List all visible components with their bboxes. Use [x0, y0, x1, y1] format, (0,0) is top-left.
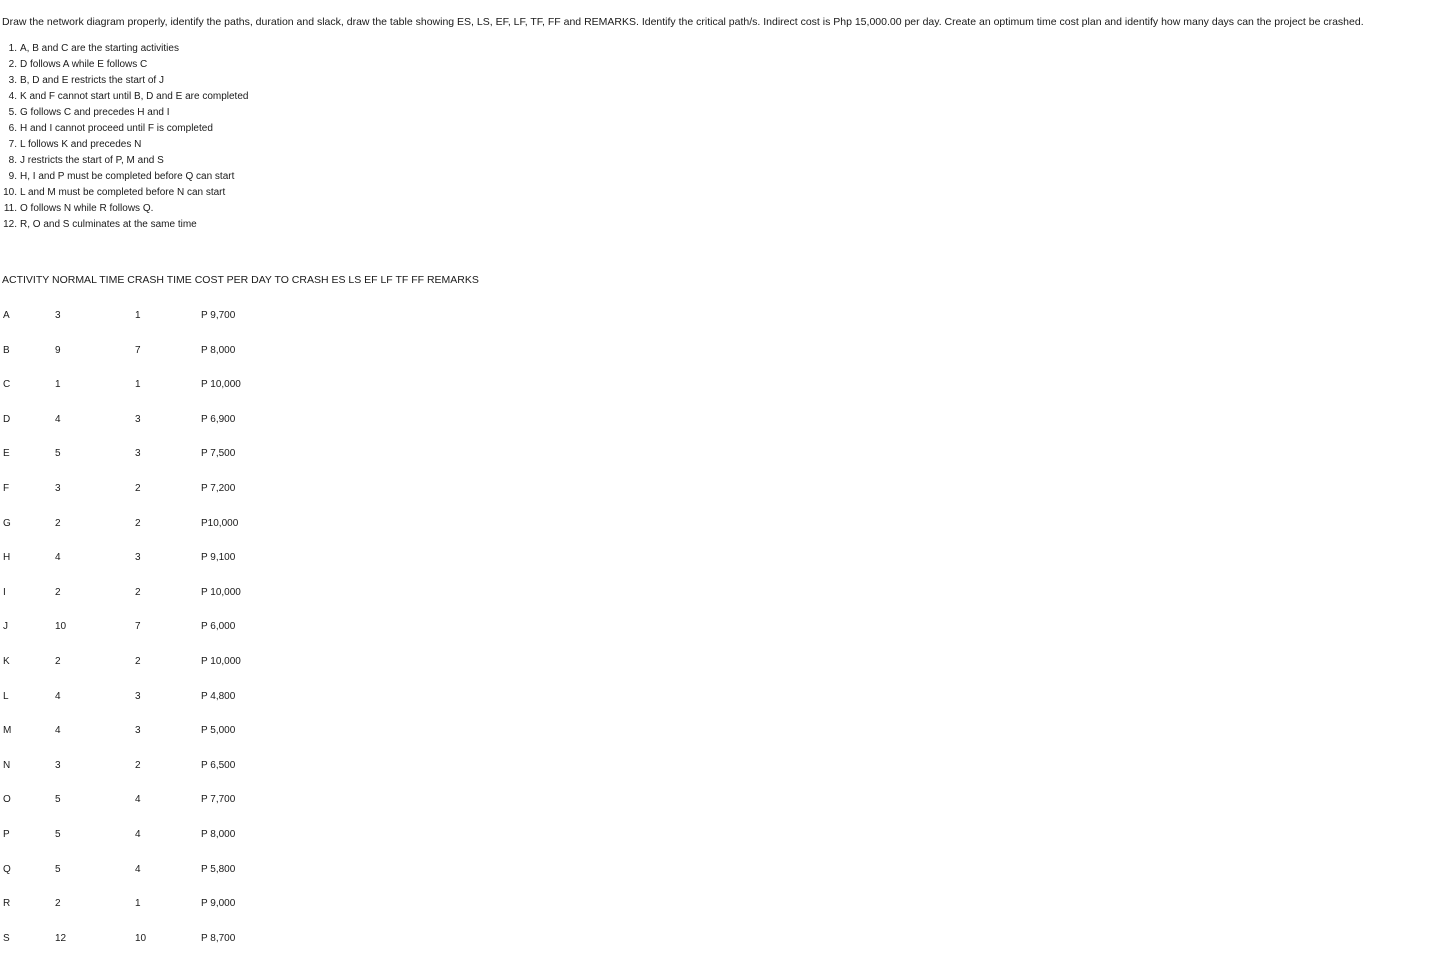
crash-time-cell: 3: [135, 725, 141, 737]
crash-cost-cell: P10,000: [201, 517, 239, 529]
rule-item: [0, 153, 248, 169]
activity-cell: Q: [3, 863, 11, 875]
precedence-rules-list: [0, 41, 248, 233]
crash-time-cell: 4: [135, 863, 141, 875]
rule-number: 3.: [8, 75, 17, 86]
table-row: [0, 609, 400, 644]
crash-cost-cell: P 4,800: [201, 690, 236, 702]
rule-item: [0, 185, 248, 201]
crash-cost-cell: P 9,000: [201, 898, 236, 910]
crash-time-cell: 2: [135, 759, 141, 771]
crash-cost-cell: P 10,000: [201, 655, 241, 667]
crash-cost-cell: P 6,000: [201, 621, 236, 633]
rule-text: K and F cannot start until B, D and E are completed: [20, 91, 249, 102]
normal-time-cell: 5: [55, 448, 61, 460]
crash-time-cell: 2: [135, 482, 141, 494]
rule-number: 1.: [8, 43, 17, 54]
table-row: [0, 817, 400, 852]
normal-time-cell: 2: [55, 517, 61, 529]
rule-item: [0, 89, 248, 105]
crash-time-cell: 2: [135, 655, 141, 667]
normal-time-cell: 3: [55, 482, 61, 494]
activity-cell: A: [3, 310, 10, 321]
rule-item: [0, 169, 248, 185]
crash-time-cell: 1: [135, 310, 141, 321]
rule-text: A, B and C are the starting activities: [20, 43, 179, 54]
activity-cell: J: [3, 621, 8, 633]
activity-cell: I: [3, 586, 6, 598]
normal-time-cell: 2: [55, 898, 61, 910]
normal-time-cell: 3: [55, 759, 61, 771]
normal-time-cell: 3: [55, 310, 61, 321]
rule-item: [0, 201, 248, 217]
normal-time-cell: 4: [55, 413, 61, 425]
table-row: [0, 471, 400, 506]
rule-text: R, O and S culminates at the same time: [20, 219, 197, 230]
table-row: [0, 436, 400, 471]
normal-time-cell: 12: [55, 932, 67, 944]
table-row: [0, 402, 400, 437]
rule-text: J restricts the start of P, M and S: [20, 155, 164, 166]
rule-item: [0, 105, 248, 121]
activity-cell: H: [3, 552, 11, 564]
rule-item: [0, 73, 248, 89]
normal-time-cell: 4: [55, 725, 61, 737]
crash-time-cell: 3: [135, 690, 141, 702]
crash-time-cell: 3: [135, 448, 141, 460]
crash-time-cell: 7: [135, 344, 141, 356]
normal-time-cell: 4: [55, 690, 61, 702]
crash-time-cell: 10: [135, 932, 147, 944]
rule-item: [0, 41, 248, 57]
table-row: [0, 367, 400, 402]
activity-cell: M: [3, 725, 12, 737]
table-row: [0, 540, 400, 575]
table-row: [0, 575, 400, 610]
crash-cost-cell: P 9,700: [201, 310, 236, 321]
crash-cost-cell: P 8,700: [201, 932, 236, 944]
rule-number: 12.: [3, 219, 17, 230]
rule-number: 5.: [8, 107, 17, 118]
table-row: [0, 506, 400, 541]
rule-number: 7.: [8, 139, 17, 150]
rule-number: 8.: [8, 155, 17, 166]
activity-cell: D: [3, 413, 11, 425]
crash-cost-cell: P 6,900: [201, 413, 236, 425]
crash-cost-cell: P 10,000: [201, 379, 241, 391]
crash-time-cell: 3: [135, 552, 141, 564]
normal-time-cell: 5: [55, 828, 61, 840]
table-row: [0, 333, 400, 368]
table-row: [0, 748, 400, 783]
rule-text: L and M must be completed before N can start: [20, 187, 226, 198]
rule-text: H, I and P must be completed before Q can start: [20, 171, 235, 182]
activity-cell: G: [3, 517, 11, 529]
normal-time-cell: 10: [55, 621, 67, 633]
normal-time-cell: 5: [55, 863, 61, 875]
rule-item: [0, 57, 248, 73]
rule-number: 10.: [3, 187, 17, 198]
rule-number: 2.: [8, 59, 17, 70]
normal-time-cell: 1: [55, 379, 61, 391]
table-row: [0, 852, 400, 887]
crash-cost-cell: P 5,800: [201, 863, 236, 875]
problem-instruction: Draw the network diagram properly, identify the paths, duration and slack, draw the table showing ES, LS, EF, LF, TF, FF and REMARKS. Identify the critical path/s. Indirect cost is Php 15,000.00 per day. Create an optimum time cost plan and identify how many days can the project be crashed.: [2, 16, 1364, 28]
rule-text: G follows C and precedes H and I: [20, 107, 170, 118]
table-header: ACTIVITY NORMAL TIME CRASH TIME COST PER DAY TO CRASH ES LS EF LF TF FF REMARKS: [2, 274, 479, 286]
activity-cell: E: [3, 448, 10, 460]
activity-cell: P: [3, 828, 10, 840]
crash-time-cell: 4: [135, 794, 141, 806]
rule-number: 4.: [8, 91, 17, 102]
activity-cell: F: [3, 482, 10, 494]
rule-text: L follows K and precedes N: [20, 139, 142, 150]
table-row: [0, 886, 400, 921]
activity-cell: K: [3, 655, 10, 667]
rule-text: H and I cannot proceed until F is completed: [20, 123, 213, 134]
activity-cell: S: [3, 932, 10, 944]
activity-cell: L: [3, 690, 9, 702]
normal-time-cell: 2: [55, 586, 61, 598]
crash-cost-cell: P 10,000: [201, 586, 241, 598]
activity-table: [0, 298, 400, 955]
table-row: [0, 679, 400, 714]
normal-time-cell: 9: [55, 344, 61, 356]
crash-time-cell: 3: [135, 413, 141, 425]
activity-cell: N: [3, 759, 11, 771]
rule-item: [0, 121, 248, 137]
crash-time-cell: 7: [135, 621, 141, 633]
crash-cost-cell: P 7,700: [201, 794, 236, 806]
crash-cost-cell: P 7,500: [201, 448, 236, 460]
crash-time-cell: 2: [135, 586, 141, 598]
rule-text: D follows A while E follows C: [20, 59, 148, 70]
crash-cost-cell: P 5,000: [201, 725, 236, 737]
table-row: [0, 921, 400, 956]
table-row: [0, 782, 400, 817]
table-row: [0, 298, 400, 333]
table-row: [0, 644, 400, 679]
normal-time-cell: 5: [55, 794, 61, 806]
crash-cost-cell: P 6,500: [201, 759, 236, 771]
crash-cost-cell: P 9,100: [201, 552, 236, 564]
rule-number: 11.: [3, 203, 17, 214]
crash-time-cell: 1: [135, 898, 141, 910]
crash-cost-cell: P 7,200: [201, 482, 236, 494]
table-row: [0, 713, 400, 748]
rule-number: 9.: [8, 171, 17, 182]
crash-cost-cell: P 8,000: [201, 828, 236, 840]
crash-time-cell: 1: [135, 379, 141, 391]
rule-item: [0, 137, 248, 153]
rule-item: [0, 217, 248, 233]
activity-cell: O: [3, 794, 11, 806]
normal-time-cell: 4: [55, 552, 61, 564]
activity-cell: C: [3, 379, 11, 391]
activity-cell: R: [3, 898, 11, 910]
rule-number: 6.: [8, 123, 17, 134]
crash-cost-cell: P 8,000: [201, 344, 236, 356]
activity-cell: B: [3, 344, 10, 356]
rule-text: B, D and E restricts the start of J: [20, 75, 164, 86]
crash-time-cell: 2: [135, 517, 141, 529]
normal-time-cell: 2: [55, 655, 61, 667]
rule-text: O follows N while R follows Q.: [20, 203, 154, 214]
crash-time-cell: 4: [135, 828, 141, 840]
